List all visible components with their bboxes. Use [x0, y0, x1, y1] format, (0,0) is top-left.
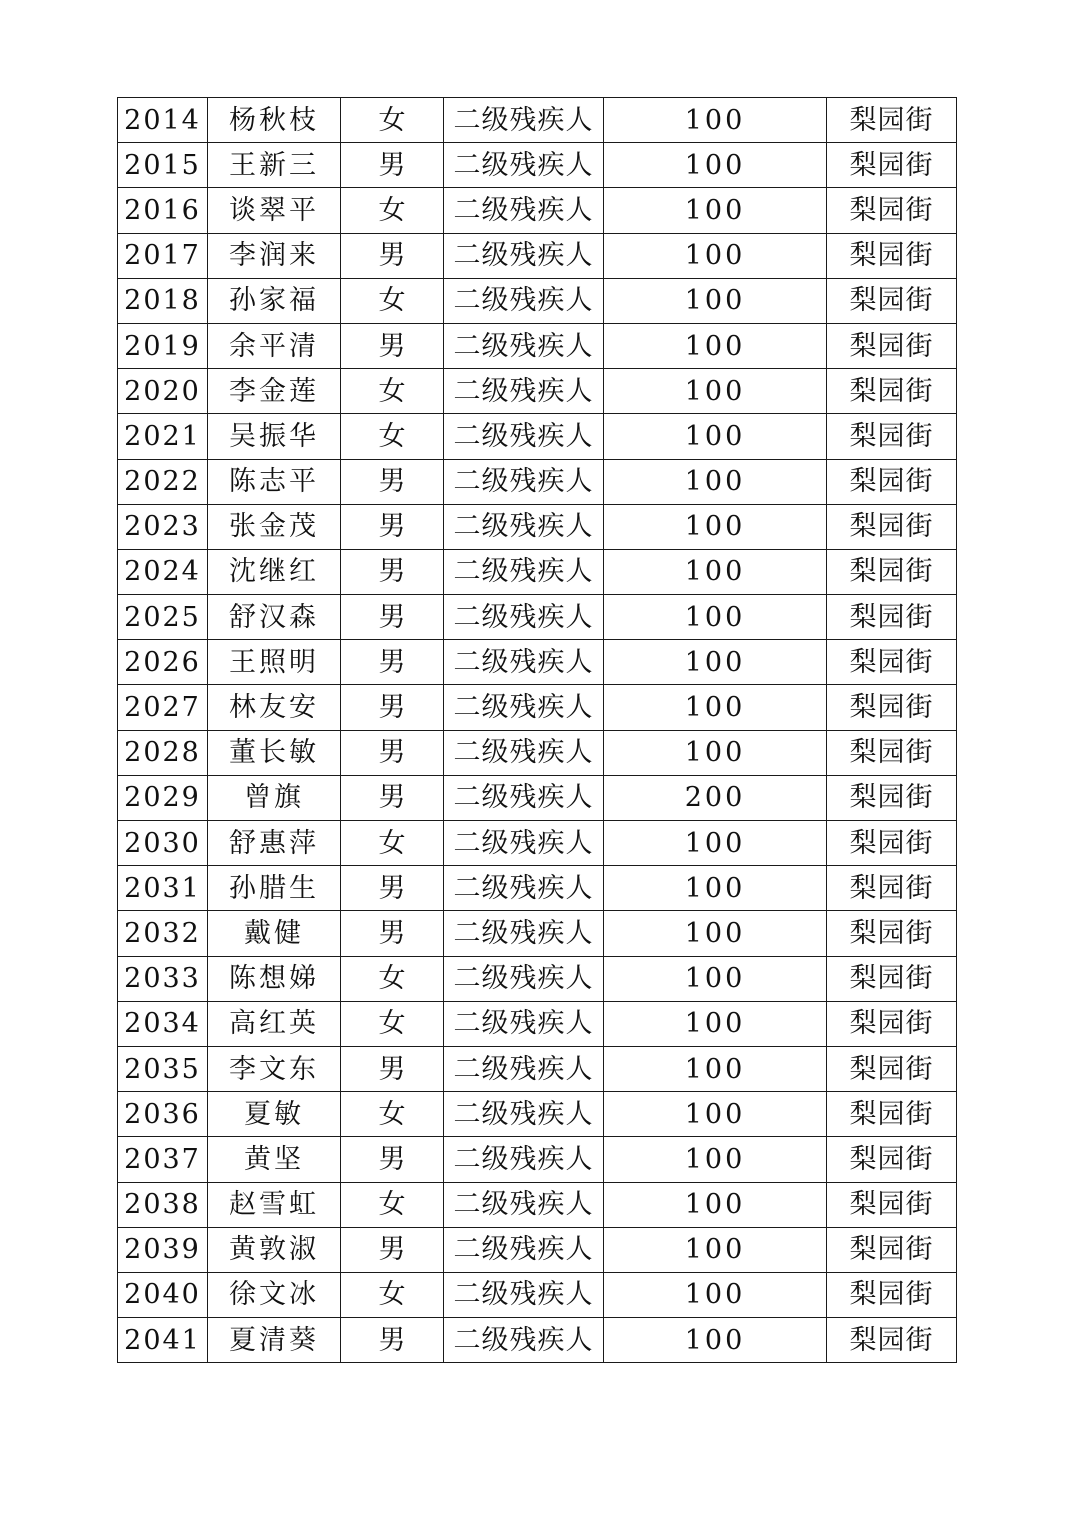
street-cell: 梨园街: [827, 1318, 957, 1363]
street-cell: 梨园街: [827, 911, 957, 956]
amount-cell: 100: [604, 504, 827, 549]
street-cell: 梨园街: [827, 956, 957, 1001]
gender-cell: 女: [341, 369, 444, 414]
table-row: [118, 1272, 957, 1317]
amount-cell: 100: [604, 369, 827, 414]
table-row: [118, 98, 957, 143]
gender-cell: 女: [341, 1001, 444, 1046]
serial-number-cell: 2019: [118, 323, 208, 368]
table-row: [118, 1318, 957, 1363]
serial-number-cell: 2033: [118, 956, 208, 1001]
serial-number-cell: 2032: [118, 911, 208, 956]
name-cell: 黄敦淑: [208, 1227, 341, 1272]
disability-level-cell: 二级残疾人: [444, 1272, 604, 1317]
name-cell: 高红英: [208, 1001, 341, 1046]
table-row: [118, 504, 957, 549]
amount-cell: 100: [604, 459, 827, 504]
name-cell: 董长敏: [208, 730, 341, 775]
street-cell: 梨园街: [827, 233, 957, 278]
gender-cell: 男: [341, 866, 444, 911]
street-cell: 梨园街: [827, 775, 957, 820]
serial-number-cell: 2016: [118, 188, 208, 233]
gender-cell: 男: [341, 775, 444, 820]
table-row: [118, 459, 957, 504]
serial-number-cell: 2039: [118, 1227, 208, 1272]
serial-number-cell: 2026: [118, 640, 208, 685]
street-cell: 梨园街: [827, 414, 957, 459]
amount-cell: 100: [604, 414, 827, 459]
street-cell: 梨园街: [827, 188, 957, 233]
name-cell: 徐文冰: [208, 1272, 341, 1317]
serial-number-cell: 2034: [118, 1001, 208, 1046]
street-cell: 梨园街: [827, 595, 957, 640]
street-cell: 梨园街: [827, 1272, 957, 1317]
serial-number-cell: 2035: [118, 1046, 208, 1091]
serial-number-cell: 2015: [118, 143, 208, 188]
table-row: [118, 188, 957, 233]
name-cell: 杨秋枝: [208, 98, 341, 143]
amount-cell: 100: [604, 98, 827, 143]
table-row: [118, 1137, 957, 1182]
name-cell: 李润来: [208, 233, 341, 278]
gender-cell: 女: [341, 188, 444, 233]
serial-number-cell: 2025: [118, 595, 208, 640]
serial-number-cell: 2041: [118, 1318, 208, 1363]
disability-level-cell: 二级残疾人: [444, 459, 604, 504]
table-row: [118, 685, 957, 730]
disability-level-cell: 二级残疾人: [444, 775, 604, 820]
name-cell: 孙家福: [208, 278, 341, 323]
serial-number-cell: 2021: [118, 414, 208, 459]
disability-level-cell: 二级残疾人: [444, 278, 604, 323]
roster-table-body: [118, 98, 957, 1363]
disability-level-cell: 二级残疾人: [444, 98, 604, 143]
serial-number-cell: 2022: [118, 459, 208, 504]
gender-cell: 男: [341, 323, 444, 368]
amount-cell: 100: [604, 1092, 827, 1137]
amount-cell: 100: [604, 143, 827, 188]
serial-number-cell: 2027: [118, 685, 208, 730]
name-cell: 夏敏: [208, 1092, 341, 1137]
disability-level-cell: 二级残疾人: [444, 188, 604, 233]
amount-cell: 100: [604, 956, 827, 1001]
table-row: [118, 278, 957, 323]
amount-cell: 100: [604, 685, 827, 730]
gender-cell: 女: [341, 1272, 444, 1317]
disability-level-cell: 二级残疾人: [444, 685, 604, 730]
gender-cell: 男: [341, 685, 444, 730]
disability-level-cell: 二级残疾人: [444, 1001, 604, 1046]
name-cell: 王新三: [208, 143, 341, 188]
street-cell: 梨园街: [827, 1227, 957, 1272]
street-cell: 梨园街: [827, 323, 957, 368]
name-cell: 李金莲: [208, 369, 341, 414]
amount-cell: 100: [604, 1182, 827, 1227]
amount-cell: 100: [604, 549, 827, 594]
gender-cell: 男: [341, 640, 444, 685]
disability-level-cell: 二级残疾人: [444, 595, 604, 640]
gender-cell: 女: [341, 98, 444, 143]
disability-level-cell: 二级残疾人: [444, 1137, 604, 1182]
amount-cell: 100: [604, 866, 827, 911]
street-cell: 梨园街: [827, 866, 957, 911]
gender-cell: 女: [341, 414, 444, 459]
table-row: [118, 911, 957, 956]
table-row: [118, 1182, 957, 1227]
disability-level-cell: 二级残疾人: [444, 956, 604, 1001]
gender-cell: 男: [341, 549, 444, 594]
table-row: [118, 821, 957, 866]
name-cell: 余平清: [208, 323, 341, 368]
roster-table: [117, 97, 957, 1363]
gender-cell: 男: [341, 595, 444, 640]
name-cell: 王照明: [208, 640, 341, 685]
disability-level-cell: 二级残疾人: [444, 1227, 604, 1272]
table-row: [118, 1092, 957, 1137]
street-cell: 梨园街: [827, 278, 957, 323]
disability-level-cell: 二级残疾人: [444, 1046, 604, 1091]
table-row: [118, 323, 957, 368]
gender-cell: 女: [341, 1092, 444, 1137]
serial-number-cell: 2036: [118, 1092, 208, 1137]
table-row: [118, 1001, 957, 1046]
gender-cell: 男: [341, 459, 444, 504]
disability-level-cell: 二级残疾人: [444, 640, 604, 685]
name-cell: 谈翠平: [208, 188, 341, 233]
name-cell: 曾旗: [208, 775, 341, 820]
gender-cell: 男: [341, 504, 444, 549]
amount-cell: 100: [604, 323, 827, 368]
name-cell: 黄坚: [208, 1137, 341, 1182]
serial-number-cell: 2023: [118, 504, 208, 549]
serial-number-cell: 2014: [118, 98, 208, 143]
amount-cell: 100: [604, 1227, 827, 1272]
table-row: [118, 730, 957, 775]
disability-level-cell: 二级残疾人: [444, 549, 604, 594]
gender-cell: 女: [341, 1182, 444, 1227]
street-cell: 梨园街: [827, 369, 957, 414]
disability-level-cell: 二级残疾人: [444, 233, 604, 278]
amount-cell: 100: [604, 1272, 827, 1317]
gender-cell: 女: [341, 956, 444, 1001]
disability-level-cell: 二级残疾人: [444, 143, 604, 188]
amount-cell: 100: [604, 821, 827, 866]
gender-cell: 男: [341, 233, 444, 278]
name-cell: 夏清葵: [208, 1318, 341, 1363]
name-cell: 吴振华: [208, 414, 341, 459]
table-row: [118, 369, 957, 414]
disability-level-cell: 二级残疾人: [444, 323, 604, 368]
gender-cell: 男: [341, 730, 444, 775]
table-row: [118, 956, 957, 1001]
serial-number-cell: 2030: [118, 821, 208, 866]
serial-number-cell: 2018: [118, 278, 208, 323]
table-row: [118, 640, 957, 685]
name-cell: 张金茂: [208, 504, 341, 549]
name-cell: 戴健: [208, 911, 341, 956]
disability-level-cell: 二级残疾人: [444, 1092, 604, 1137]
amount-cell: 100: [604, 1137, 827, 1182]
amount-cell: 100: [604, 595, 827, 640]
serial-number-cell: 2029: [118, 775, 208, 820]
table-row: [118, 595, 957, 640]
disability-level-cell: 二级残疾人: [444, 369, 604, 414]
name-cell: 赵雪虹: [208, 1182, 341, 1227]
gender-cell: 女: [341, 278, 444, 323]
disability-level-cell: 二级残疾人: [444, 414, 604, 459]
serial-number-cell: 2031: [118, 866, 208, 911]
amount-cell: 100: [604, 1046, 827, 1091]
amount-cell: 100: [604, 1318, 827, 1363]
amount-cell: 100: [604, 911, 827, 956]
table-row: [118, 1227, 957, 1272]
name-cell: 陈想娣: [208, 956, 341, 1001]
table-row: [118, 1046, 957, 1091]
amount-cell: 100: [604, 1001, 827, 1046]
disability-level-cell: 二级残疾人: [444, 1182, 604, 1227]
gender-cell: 男: [341, 143, 444, 188]
disability-level-cell: 二级残疾人: [444, 866, 604, 911]
street-cell: 梨园街: [827, 98, 957, 143]
street-cell: 梨园街: [827, 1001, 957, 1046]
name-cell: 林友安: [208, 685, 341, 730]
table-row: [118, 414, 957, 459]
disability-level-cell: 二级残疾人: [444, 504, 604, 549]
serial-number-cell: 2024: [118, 549, 208, 594]
gender-cell: 男: [341, 1227, 444, 1272]
amount-cell: 200: [604, 775, 827, 820]
disability-level-cell: 二级残疾人: [444, 821, 604, 866]
table-row: [118, 233, 957, 278]
street-cell: 梨园街: [827, 685, 957, 730]
street-cell: 梨园街: [827, 821, 957, 866]
disability-level-cell: 二级残疾人: [444, 911, 604, 956]
street-cell: 梨园街: [827, 1092, 957, 1137]
street-cell: 梨园街: [827, 459, 957, 504]
street-cell: 梨园街: [827, 640, 957, 685]
street-cell: 梨园街: [827, 1137, 957, 1182]
gender-cell: 男: [341, 911, 444, 956]
serial-number-cell: 2040: [118, 1272, 208, 1317]
disability-level-cell: 二级残疾人: [444, 730, 604, 775]
street-cell: 梨园街: [827, 143, 957, 188]
table-row: [118, 549, 957, 594]
serial-number-cell: 2037: [118, 1137, 208, 1182]
table-row: [118, 775, 957, 820]
gender-cell: 男: [341, 1046, 444, 1091]
street-cell: 梨园街: [827, 730, 957, 775]
amount-cell: 100: [604, 278, 827, 323]
name-cell: 舒惠萍: [208, 821, 341, 866]
serial-number-cell: 2038: [118, 1182, 208, 1227]
gender-cell: 女: [341, 821, 444, 866]
street-cell: 梨园街: [827, 1182, 957, 1227]
serial-number-cell: 2028: [118, 730, 208, 775]
disability-level-cell: 二级残疾人: [444, 1318, 604, 1363]
name-cell: 沈继红: [208, 549, 341, 594]
serial-number-cell: 2017: [118, 233, 208, 278]
serial-number-cell: 2020: [118, 369, 208, 414]
gender-cell: 男: [341, 1318, 444, 1363]
street-cell: 梨园街: [827, 504, 957, 549]
name-cell: 李文东: [208, 1046, 341, 1091]
table-row: [118, 143, 957, 188]
amount-cell: 100: [604, 730, 827, 775]
street-cell: 梨园街: [827, 549, 957, 594]
gender-cell: 男: [341, 1137, 444, 1182]
street-cell: 梨园街: [827, 1046, 957, 1091]
name-cell: 舒汉森: [208, 595, 341, 640]
amount-cell: 100: [604, 233, 827, 278]
table-row: [118, 866, 957, 911]
name-cell: 陈志平: [208, 459, 341, 504]
name-cell: 孙腊生: [208, 866, 341, 911]
amount-cell: 100: [604, 188, 827, 233]
amount-cell: 100: [604, 640, 827, 685]
